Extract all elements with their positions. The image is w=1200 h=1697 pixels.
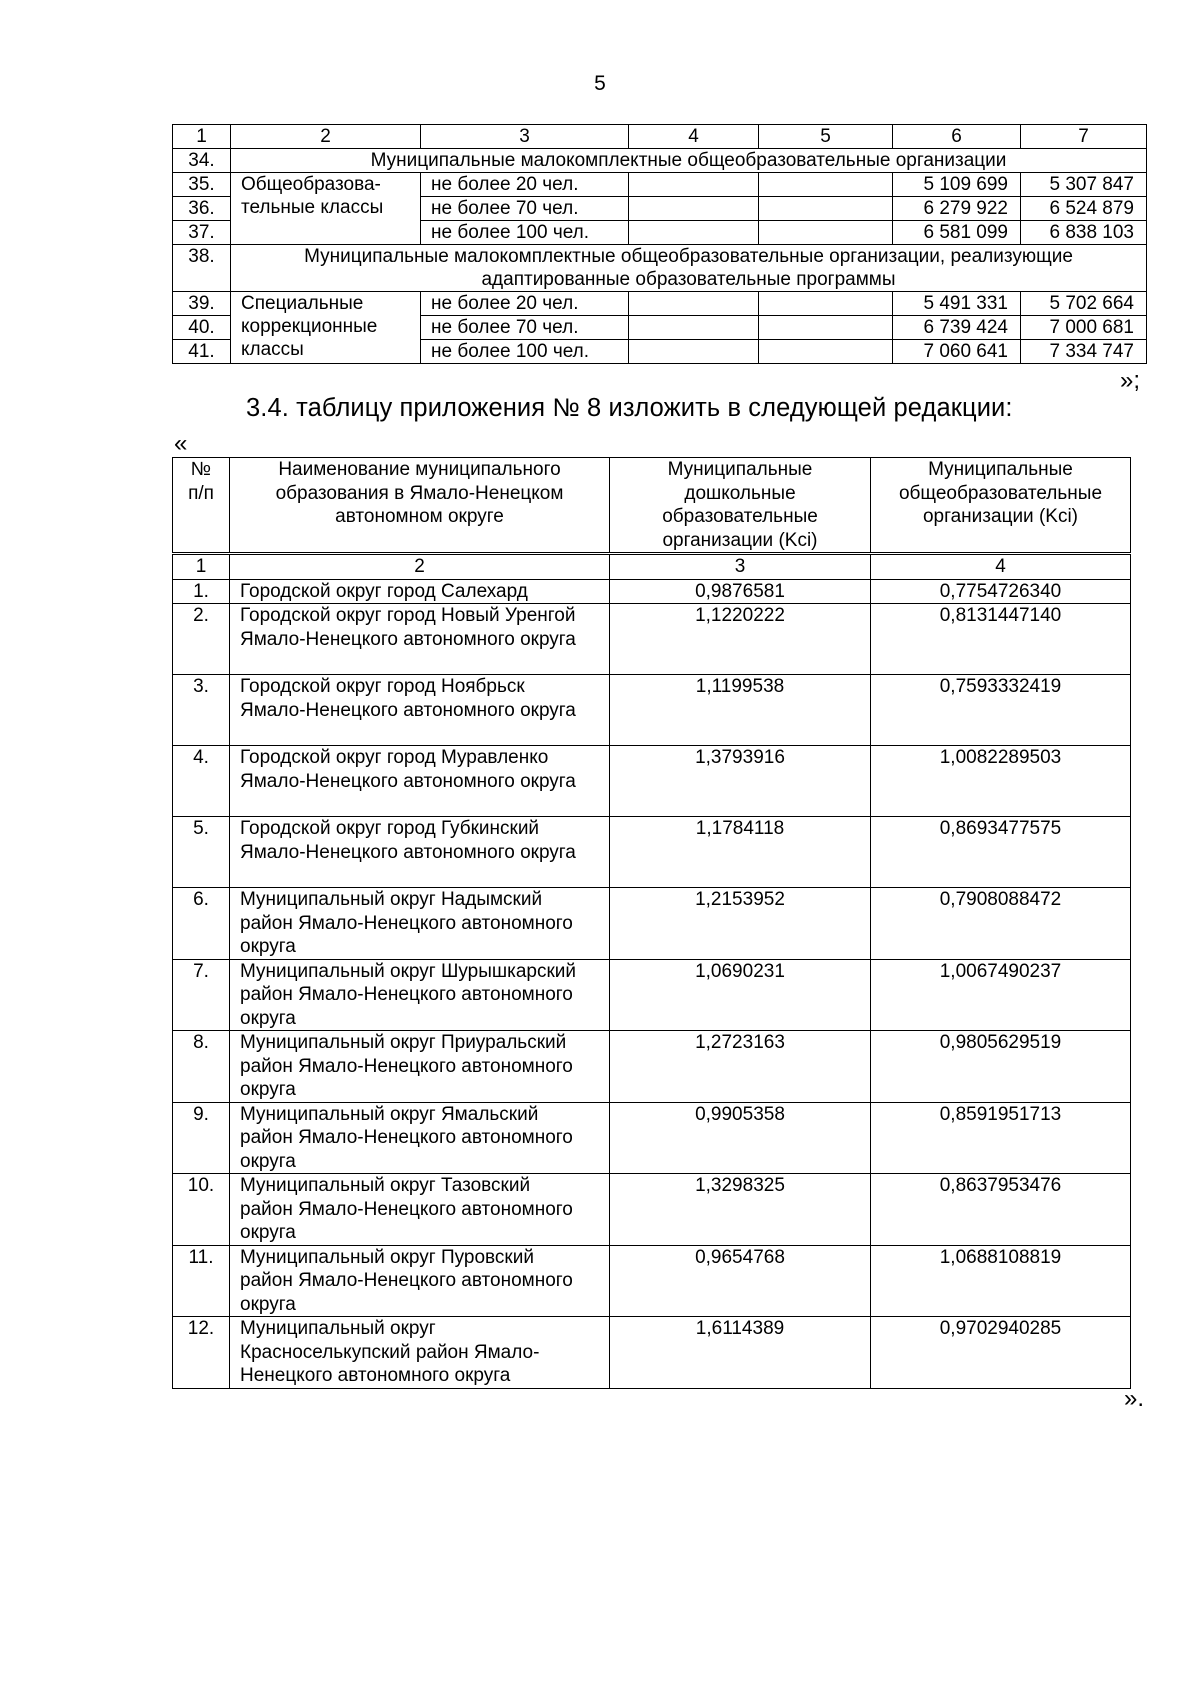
preschool-coefficient: 1,0690231 (610, 959, 871, 1031)
row-number: 34. (173, 149, 231, 173)
norm-value: 6 739 424 (893, 316, 1021, 340)
general-coefficient: 1,0067490237 (871, 959, 1131, 1031)
class-size: не более 70 чел. (421, 197, 629, 221)
empty-cell (759, 221, 893, 245)
norm-value: 6 279 922 (893, 197, 1021, 221)
amendment-heading: 3.4. таблицу приложения № 8 изложить в следующей редакции: (246, 394, 1013, 422)
norm-value: 6 838 103 (1021, 221, 1147, 245)
table-row (173, 1317, 1131, 1389)
empty-cell (629, 340, 759, 364)
norm-value: 5 702 664 (1021, 292, 1147, 316)
table-row (173, 1031, 1131, 1103)
header-municipality: Наименование муниципального образования в Ямало-Ненецком автономном округе (230, 458, 610, 553)
table-row (173, 1245, 1131, 1317)
empty-cell (629, 173, 759, 197)
preschool-coefficient: 0,9654768 (610, 1245, 871, 1317)
class-size: не более 20 чел. (421, 292, 629, 316)
norm-value: 7 060 641 (893, 340, 1021, 364)
coefficients-table (172, 554, 1131, 1389)
col-number: 2 (230, 555, 610, 580)
class-size: не более 100 чел. (421, 340, 629, 364)
municipality-name: Муниципальный округ Шурышкарский район Ямало-Ненецкого автономного округа (230, 959, 610, 1031)
norm-value: 5 109 699 (893, 173, 1021, 197)
norm-value: 6 581 099 (893, 221, 1021, 245)
general-coefficient: 1,0688108819 (871, 1245, 1131, 1317)
row-number: 12. (173, 1317, 230, 1389)
column-number-row (173, 555, 1131, 580)
empty-cell (629, 197, 759, 221)
row-number: 39. (173, 292, 231, 316)
table-row (173, 888, 1131, 960)
general-coefficient: 0,7908088472 (871, 888, 1131, 960)
table-row (173, 959, 1131, 1031)
municipality-name: Городской округ город Губкинский Ямало-Ненецкого автономного округа (230, 817, 610, 888)
municipality-name: Муниципальный округ Приуральский район Ямало-Ненецкого автономного округа (230, 1031, 610, 1103)
row-number: 38. (173, 245, 231, 292)
row-number: 4. (173, 746, 230, 817)
table-row (173, 292, 1147, 316)
empty-cell (629, 292, 759, 316)
row-number: 40. (173, 316, 231, 340)
row-number: 35. (173, 173, 231, 197)
table-row (173, 1174, 1131, 1246)
municipality-name: Муниципальный округ Ямальский район Ямало-Ненецкого автономного округа (230, 1102, 610, 1174)
general-coefficient: 0,8693477575 (871, 817, 1131, 888)
preschool-coefficient: 1,1784118 (610, 817, 871, 888)
general-coefficient: 0,9805629519 (871, 1031, 1131, 1103)
column-number-row (173, 125, 1147, 149)
table-row (173, 173, 1147, 197)
norm-value: 7 334 747 (1021, 340, 1147, 364)
general-coefficient: 1,0082289503 (871, 746, 1131, 817)
preschool-coefficient: 1,2153952 (610, 888, 871, 960)
closing-quote: ». (1124, 1385, 1145, 1412)
page-number: 5 (594, 72, 606, 95)
section-title: Муниципальные малокомплектные общеобразовательные организации (231, 149, 1147, 173)
preschool-coefficient: 1,6114389 (610, 1317, 871, 1389)
table-row (173, 675, 1131, 746)
preschool-coefficient: 1,1220222 (610, 604, 871, 675)
col-number: 3 (610, 555, 871, 580)
col-number: 3 (421, 125, 629, 149)
empty-cell (759, 340, 893, 364)
preschool-coefficient: 1,1199538 (610, 675, 871, 746)
header-row (173, 458, 1131, 553)
table-row (173, 149, 1147, 173)
empty-cell (759, 316, 893, 340)
preschool-coefficient: 1,3793916 (610, 746, 871, 817)
col-number: 5 (759, 125, 893, 149)
municipality-name: Городской округ город Новый Уренгой Ямало-Ненецкого автономного округа (230, 604, 610, 675)
group-label: Специальные коррекционные классы (231, 292, 421, 364)
row-number: 3. (173, 675, 230, 746)
row-number: 10. (173, 1174, 230, 1246)
col-number: 6 (893, 125, 1021, 149)
class-size: не более 20 чел. (421, 173, 629, 197)
empty-cell (759, 197, 893, 221)
empty-cell (629, 316, 759, 340)
col-number: 2 (231, 125, 421, 149)
col-number: 4 (629, 125, 759, 149)
general-coefficient: 0,7593332419 (871, 675, 1131, 746)
col-number: 1 (173, 555, 230, 580)
row-number: 36. (173, 197, 231, 221)
col-number: 7 (1021, 125, 1147, 149)
table-row (173, 245, 1147, 292)
coefficients-table-header (172, 457, 1131, 553)
table-row (173, 817, 1131, 888)
general-coefficient: 0,7754726340 (871, 579, 1131, 604)
col-number: 1 (173, 125, 231, 149)
table-row (173, 746, 1131, 817)
municipality-name: Муниципальный округ Надымский район Ямало-Ненецкого автономного округа (230, 888, 610, 960)
preschool-coefficient: 1,3298325 (610, 1174, 871, 1246)
row-number: 2. (173, 604, 230, 675)
row-number: 37. (173, 221, 231, 245)
municipality-name: Муниципальный округ Тазовский район Ямало-Ненецкого автономного округа (230, 1174, 610, 1246)
general-coefficient: 0,8591951713 (871, 1102, 1131, 1174)
norm-value: 6 524 879 (1021, 197, 1147, 221)
municipality-name: Городской округ город Ноябрьск Ямало-Ненецкого автономного округа (230, 675, 610, 746)
header-general: Муниципальные общеобразовательные организации (Kci) (871, 458, 1131, 553)
general-coefficient: 0,8637953476 (871, 1174, 1131, 1246)
header-preschool: Муниципальные дошкольные образовательные организации (Kci) (610, 458, 871, 553)
opening-quote: « (174, 430, 188, 457)
class-size: не более 70 чел. (421, 316, 629, 340)
general-coefficient: 0,9702940285 (871, 1317, 1131, 1389)
row-number: 41. (173, 340, 231, 364)
table-row (173, 579, 1131, 604)
municipality-name: Муниципальный округ Пуровский район Ямало-Ненецкого автономного округа (230, 1245, 610, 1317)
preschool-coefficient: 0,9905358 (610, 1102, 871, 1174)
preschool-coefficient: 0,9876581 (610, 579, 871, 604)
empty-cell (759, 173, 893, 197)
section-title: Муниципальные малокомплектные общеобразовательные организации, реализующие адаптированные образовательные программы (231, 245, 1147, 292)
row-number: 1. (173, 579, 230, 604)
preschool-coefficient: 1,2723163 (610, 1031, 871, 1103)
row-number: 11. (173, 1245, 230, 1317)
municipality-name: Городской округ город Муравленко Ямало-Ненецкого автономного округа (230, 746, 610, 817)
municipality-name: Муниципальный округ Красноселькупский район Ямало-Ненецкого автономного округа (230, 1317, 610, 1389)
norm-value: 5 307 847 (1021, 173, 1147, 197)
header-number: № п/п (173, 458, 230, 553)
row-number: 5. (173, 817, 230, 888)
table-row (173, 604, 1131, 675)
closing-quote: »; (1120, 367, 1141, 394)
row-number: 6. (173, 888, 230, 960)
table-row (173, 1102, 1131, 1174)
municipality-name: Городской округ город Салехард (230, 579, 610, 604)
col-number: 4 (871, 555, 1131, 580)
empty-cell (759, 292, 893, 316)
class-size: не более 100 чел. (421, 221, 629, 245)
general-coefficient: 0,8131447140 (871, 604, 1131, 675)
row-number: 7. (173, 959, 230, 1031)
norm-value: 5 491 331 (893, 292, 1021, 316)
group-label: Общеобразова-тельные классы (231, 173, 421, 245)
empty-cell (629, 221, 759, 245)
budget-norms-table (172, 124, 1147, 364)
row-number: 8. (173, 1031, 230, 1103)
row-number: 9. (173, 1102, 230, 1174)
norm-value: 7 000 681 (1021, 316, 1147, 340)
